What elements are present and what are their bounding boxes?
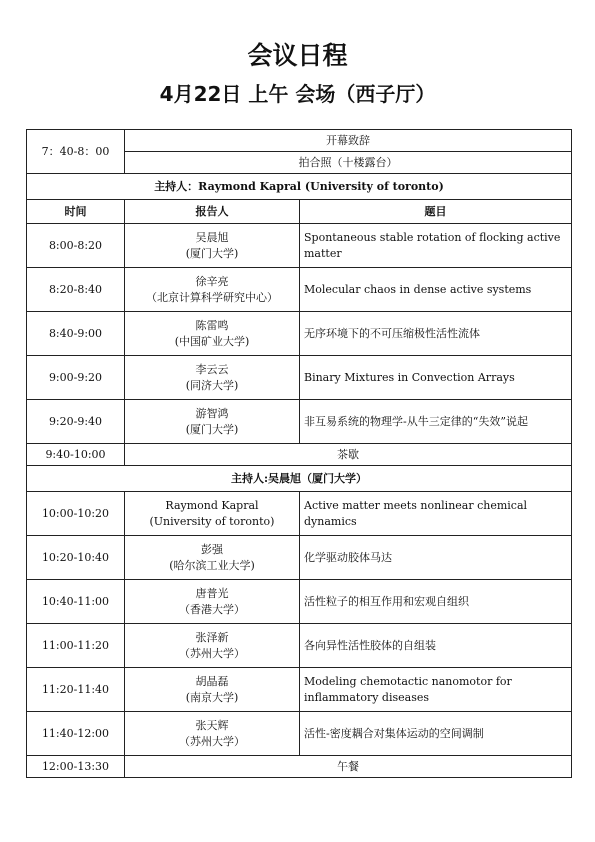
topic-cell: Molecular chaos in dense active systems xyxy=(300,268,572,312)
table-row xyxy=(27,536,572,580)
speaker-affiliation: (中国矿业大学) xyxy=(174,334,250,348)
opening-time: 7：40-8：00 xyxy=(27,130,125,174)
speaker-name: 游智鸿 xyxy=(195,406,229,420)
speaker-affiliation: （苏州大学） xyxy=(179,646,245,660)
time-cell: 10:00-10:20 xyxy=(27,492,125,536)
table-row xyxy=(27,356,572,400)
topic-cell: 活性-密度耦合对集体运动的空间调制 xyxy=(300,712,572,756)
topic-cell: Active matter meets nonlinear chemical dynamics xyxy=(300,492,572,536)
speaker-affiliation: (厦门大学) xyxy=(185,246,239,260)
speaker-affiliation: (南京大学) xyxy=(185,690,239,704)
topic-cell: Modeling chemotactic nanomotor for inflammatory diseases xyxy=(300,668,572,712)
speaker-name: 李云云 xyxy=(195,362,229,376)
time-cell: 11:00-11:20 xyxy=(27,624,125,668)
page-title: 会议日程 xyxy=(247,41,348,70)
speaker-affiliation: (哈尔滨工业大学) xyxy=(169,558,255,572)
column-header: 时间 xyxy=(27,200,125,224)
time-cell: 10:20-10:40 xyxy=(27,536,125,580)
break-time: 9:40-10:00 xyxy=(27,444,125,466)
section-header xyxy=(27,466,572,492)
speaker-cell xyxy=(125,224,300,268)
opening-item: 拍合照（十楼露台） xyxy=(125,152,572,174)
speaker-name: 吴晨旭 xyxy=(195,230,229,244)
time-cell: 11:20-11:40 xyxy=(27,668,125,712)
section-header xyxy=(27,174,572,200)
topic-cell: 无序环境下的不可压缩极性活性流体 xyxy=(300,312,572,356)
opening-item: 开幕致辞 xyxy=(125,130,572,152)
speaker-cell xyxy=(125,712,300,756)
speaker-cell xyxy=(125,400,300,444)
speaker-cell xyxy=(125,312,300,356)
table-row xyxy=(27,668,572,712)
speaker-cell xyxy=(125,268,300,312)
speaker-name: 胡晶磊 xyxy=(195,674,229,688)
table-row xyxy=(27,268,572,312)
lunch-time: 12:00-13:30 xyxy=(27,756,125,778)
column-header-row xyxy=(27,200,572,224)
topic-cell: 各向异性活性胶体的自组装 xyxy=(300,624,572,668)
speaker-cell xyxy=(125,492,300,536)
time-cell: 8:40-9:00 xyxy=(27,312,125,356)
column-header: 报告人 xyxy=(125,200,300,224)
time-cell: 9:20-9:40 xyxy=(27,400,125,444)
speaker-name: Raymond Kapral xyxy=(165,498,259,512)
break-label: 茶歇 xyxy=(125,444,572,466)
topic-cell: Binary Mixtures in Convection Arrays xyxy=(300,356,572,400)
schedule-table xyxy=(26,129,572,778)
speaker-cell xyxy=(125,668,300,712)
speaker-name: 张天辉 xyxy=(195,718,229,732)
table-row xyxy=(27,224,572,268)
topic-cell: 非互易系统的物理学-从牛三定律的“失效”说起 xyxy=(300,400,572,444)
time-cell: 8:00-8:20 xyxy=(27,224,125,268)
table-row xyxy=(27,492,572,536)
table-row xyxy=(27,130,572,152)
time-cell: 10:40-11:00 xyxy=(27,580,125,624)
topic-cell: Spontaneous stable rotation of flocking active matter xyxy=(300,224,572,268)
speaker-name: 唐普光 xyxy=(195,586,229,600)
speaker-name: 彭强 xyxy=(201,542,223,556)
page-subtitle: 4月22日 上午 会场（西子厅） xyxy=(159,82,436,106)
table-row xyxy=(27,400,572,444)
speaker-cell xyxy=(125,536,300,580)
speaker-cell xyxy=(125,356,300,400)
speaker-affiliation: （北京计算科学研究中心） xyxy=(146,290,278,304)
time-cell: 8:20-8:40 xyxy=(27,268,125,312)
speaker-name: 徐辛亮 xyxy=(195,274,229,288)
speaker-affiliation: (University of toronto) xyxy=(149,514,275,528)
session-chair: 主持人:吴晨旭（厦门大学） xyxy=(27,466,572,492)
table-row xyxy=(27,756,572,778)
speaker-affiliation: （苏州大学） xyxy=(179,734,245,748)
table-row xyxy=(27,580,572,624)
speaker-affiliation: (厦门大学) xyxy=(185,422,239,436)
speaker-affiliation: (同济大学) xyxy=(185,378,239,392)
table-row xyxy=(27,312,572,356)
topic-cell: 活性粒子的相互作用和宏观自组织 xyxy=(300,580,572,624)
speaker-cell xyxy=(125,580,300,624)
lunch-label: 午餐 xyxy=(125,756,572,778)
column-header: 题目 xyxy=(300,200,572,224)
speaker-cell xyxy=(125,624,300,668)
time-cell: 11:40-12:00 xyxy=(27,712,125,756)
table-row xyxy=(27,712,572,756)
session-chair: 主持人：Raymond Kapral (University of toronto) xyxy=(27,174,572,200)
time-cell: 9:00-9:20 xyxy=(27,356,125,400)
table-row xyxy=(27,624,572,668)
table-row xyxy=(27,444,572,466)
speaker-name: 张泽新 xyxy=(195,630,229,644)
speaker-name: 陈雷鸣 xyxy=(195,318,229,332)
topic-cell: 化学驱动胶体马达 xyxy=(300,536,572,580)
speaker-affiliation: （香港大学） xyxy=(179,602,245,616)
